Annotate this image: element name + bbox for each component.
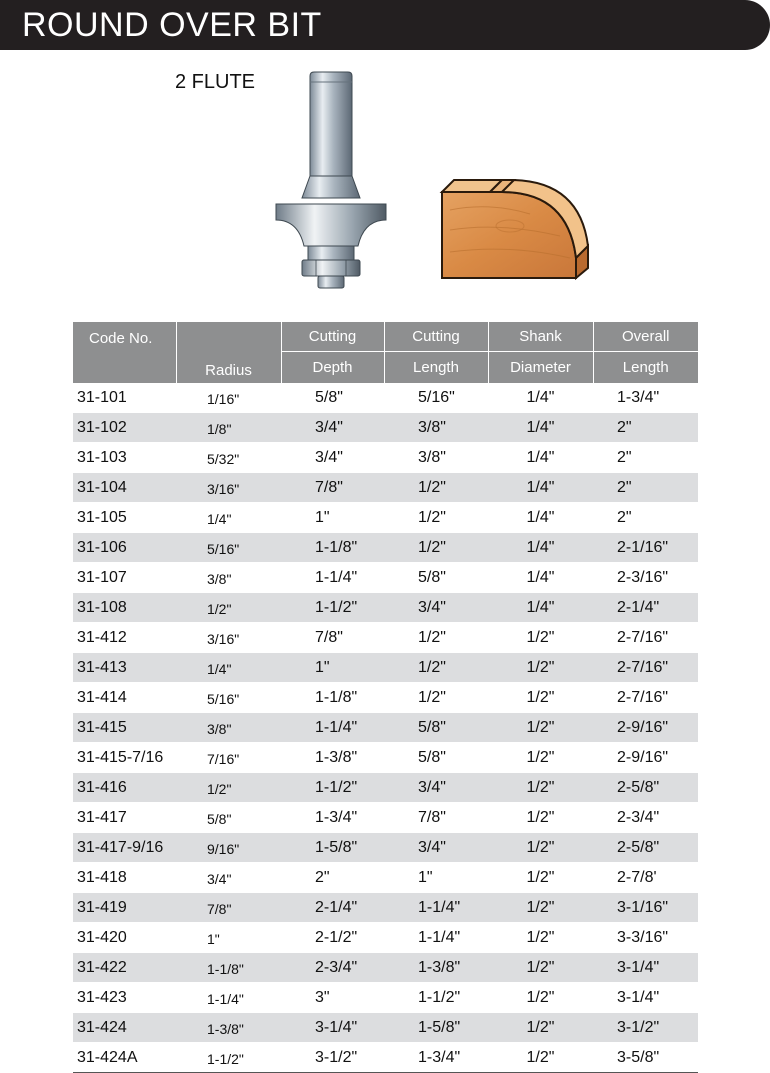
- shank-diameter-cell: 1/2": [488, 863, 593, 893]
- overall-length-cell: 2": [593, 413, 698, 443]
- radius-cell: 1/8": [176, 413, 281, 443]
- shank-diameter-cell: 1/2": [488, 713, 593, 743]
- header-cutting-length-2: Length: [384, 352, 488, 384]
- shank-diameter-cell: 1/2": [488, 653, 593, 683]
- cutting-depth-cell: 3/4": [281, 413, 384, 443]
- overall-length-cell: 2": [593, 443, 698, 473]
- radius-cell: 1-3/8": [176, 1013, 281, 1043]
- code-cell: 31-103: [73, 443, 176, 473]
- code-cell: 31-418: [73, 863, 176, 893]
- cutting-length-cell: 1/2": [384, 533, 488, 563]
- code-cell: 31-413: [73, 653, 176, 683]
- radius-cell: 1-1/8": [176, 953, 281, 983]
- cutting-length-cell: 3/8": [384, 443, 488, 473]
- cutting-depth-cell: 2": [281, 863, 384, 893]
- overall-length-cell: 2-3/16": [593, 563, 698, 593]
- cutting-length-cell: 7/8": [384, 803, 488, 833]
- table-row: [73, 833, 698, 863]
- cutting-length-cell: 1-1/2": [384, 983, 488, 1013]
- overall-length-cell: 2-9/16": [593, 743, 698, 773]
- code-cell: 31-415: [73, 713, 176, 743]
- shank-diameter-cell: 1/2": [488, 833, 593, 863]
- overall-length-cell: 2-5/8": [593, 773, 698, 803]
- overall-length-cell: 1-3/4": [593, 383, 698, 413]
- radius-cell: 3/16": [176, 623, 281, 653]
- cutting-length-cell: 5/8": [384, 563, 488, 593]
- cutting-depth-cell: 1-1/8": [281, 533, 384, 563]
- code-cell: 31-419: [73, 893, 176, 923]
- cutting-length-cell: 5/16": [384, 383, 488, 413]
- shank-diameter-cell: 1/2": [488, 923, 593, 953]
- shank-diameter-cell: 1/2": [488, 623, 593, 653]
- cutting-length-cell: 1/2": [384, 503, 488, 533]
- table-row: [73, 983, 698, 1013]
- radius-cell: 1/2": [176, 773, 281, 803]
- shank-diameter-cell: 1/4": [488, 383, 593, 413]
- header-cutting-depth-2: Depth: [281, 352, 384, 384]
- code-cell: 31-422: [73, 953, 176, 983]
- shank-diameter-cell: 1/4": [488, 593, 593, 623]
- cutting-depth-cell: 1-3/4": [281, 803, 384, 833]
- cutting-depth-cell: 3/4": [281, 443, 384, 473]
- table-row: [73, 503, 698, 533]
- overall-length-cell: 2-7/16": [593, 683, 698, 713]
- table-row: [73, 533, 698, 563]
- overall-length-cell: 2-1/4": [593, 593, 698, 623]
- code-cell: 31-107: [73, 563, 176, 593]
- spec-table: [73, 322, 698, 1073]
- radius-cell: 5/16": [176, 533, 281, 563]
- radius-cell: 1/2": [176, 593, 281, 623]
- radius-cell: 7/16": [176, 743, 281, 773]
- wood-profile-icon: [430, 170, 590, 290]
- table-row: [73, 773, 698, 803]
- code-cell: 31-105: [73, 503, 176, 533]
- cutting-length-cell: 3/8": [384, 413, 488, 443]
- cutting-depth-cell: 1-1/2": [281, 773, 384, 803]
- cutting-length-cell: 5/8": [384, 713, 488, 743]
- cutting-length-cell: 1/2": [384, 653, 488, 683]
- code-cell: 31-102: [73, 413, 176, 443]
- overall-length-cell: 3-3/16": [593, 923, 698, 953]
- code-cell: 31-424A: [73, 1043, 176, 1073]
- code-cell: 31-417: [73, 803, 176, 833]
- table-row: [73, 713, 698, 743]
- shank-diameter-cell: 1/2": [488, 743, 593, 773]
- shank-diameter-cell: 1/2": [488, 803, 593, 833]
- header-overall-2: Length: [593, 352, 698, 384]
- shank-diameter-cell: 1/2": [488, 953, 593, 983]
- shank-diameter-cell: 1/2": [488, 683, 593, 713]
- code-cell: 31-414: [73, 683, 176, 713]
- cutting-length-cell: 1": [384, 863, 488, 893]
- cutting-depth-cell: 1-5/8": [281, 833, 384, 863]
- overall-length-cell: 2": [593, 503, 698, 533]
- cutting-length-cell: 1-1/4": [384, 893, 488, 923]
- header-cutting-depth-1: Cutting: [281, 322, 384, 352]
- shank-diameter-cell: 1/2": [488, 1043, 593, 1073]
- code-cell: 31-416: [73, 773, 176, 803]
- code-cell: 31-420: [73, 923, 176, 953]
- cutting-depth-cell: 3-1/2": [281, 1043, 384, 1073]
- shank-diameter-cell: 1/2": [488, 773, 593, 803]
- overall-length-cell: 3-5/8": [593, 1043, 698, 1073]
- table-row: [73, 923, 698, 953]
- cutting-length-cell: 3/4": [384, 773, 488, 803]
- cutting-length-cell: 5/8": [384, 743, 488, 773]
- page-title: ROUND OVER BIT: [22, 6, 322, 44]
- table-row: [73, 1043, 698, 1073]
- shank-diameter-cell: 1/4": [488, 533, 593, 563]
- overall-length-cell: 2-3/4": [593, 803, 698, 833]
- shank-diameter-cell: 1/4": [488, 443, 593, 473]
- cutting-depth-cell: 2-1/2": [281, 923, 384, 953]
- cutting-depth-cell: 7/8": [281, 623, 384, 653]
- code-cell: 31-415-7/16: [73, 743, 176, 773]
- code-cell: 31-423: [73, 983, 176, 1013]
- overall-length-cell: 2-7/16": [593, 653, 698, 683]
- code-cell: 31-412: [73, 623, 176, 653]
- cutting-depth-cell: 1-3/8": [281, 743, 384, 773]
- overall-length-cell: 2-9/16": [593, 713, 698, 743]
- radius-cell: 1/4": [176, 503, 281, 533]
- table-row: [73, 473, 698, 503]
- cutting-length-cell: 1-1/4": [384, 923, 488, 953]
- cutting-length-cell: 3/4": [384, 593, 488, 623]
- radius-cell: 1/16": [176, 383, 281, 413]
- flute-label: 2 FLUTE: [175, 71, 256, 93]
- overall-length-cell: 2": [593, 473, 698, 503]
- cutting-depth-cell: 1-1/8": [281, 683, 384, 713]
- cutting-depth-cell: 1": [281, 503, 384, 533]
- header-shank-1: Shank: [488, 322, 593, 352]
- code-cell: 31-424: [73, 1013, 176, 1043]
- table-row: [73, 383, 698, 413]
- table-row: [73, 1013, 698, 1043]
- shank-diameter-cell: 1/2": [488, 893, 593, 923]
- overall-length-cell: 2-5/8": [593, 833, 698, 863]
- overall-length-cell: 3-1/2": [593, 1013, 698, 1043]
- radius-cell: 3/4": [176, 863, 281, 893]
- radius-cell: 5/32": [176, 443, 281, 473]
- overall-length-cell: 3-1/4": [593, 983, 698, 1013]
- cutting-depth-cell: 7/8": [281, 473, 384, 503]
- table-row: [73, 593, 698, 623]
- radius-cell: 1-1/2": [176, 1043, 281, 1073]
- radius-cell: 1-1/4": [176, 983, 281, 1013]
- shank-diameter-cell: 1/4": [488, 563, 593, 593]
- table-row: [73, 683, 698, 713]
- code-cell: 31-106: [73, 533, 176, 563]
- cutting-length-cell: 1/2": [384, 473, 488, 503]
- shank-diameter-cell: 1/4": [488, 473, 593, 503]
- header-radius: Radius: [176, 322, 281, 383]
- code-cell: 31-104: [73, 473, 176, 503]
- cutting-depth-cell: 1-1/4": [281, 563, 384, 593]
- table-row: [73, 863, 698, 893]
- header-cutting-length-1: Cutting: [384, 322, 488, 352]
- table-row: [73, 653, 698, 683]
- radius-cell: 3/8": [176, 713, 281, 743]
- header-shank-2: Diameter: [488, 352, 593, 384]
- shank-diameter-cell: 1/2": [488, 983, 593, 1013]
- shank-diameter-cell: 1/2": [488, 1013, 593, 1043]
- overall-length-cell: 3-1/16": [593, 893, 698, 923]
- table-row: [73, 893, 698, 923]
- cutting-length-cell: 1-5/8": [384, 1013, 488, 1043]
- code-cell: 31-101: [73, 383, 176, 413]
- radius-cell: 1": [176, 923, 281, 953]
- radius-cell: 1/4": [176, 653, 281, 683]
- radius-cell: 3/8": [176, 563, 281, 593]
- cutting-depth-cell: 2-3/4": [281, 953, 384, 983]
- cutting-depth-cell: 1-1/2": [281, 593, 384, 623]
- overall-length-cell: 2-7/8': [593, 863, 698, 893]
- table-row: [73, 803, 698, 833]
- table-row: [73, 563, 698, 593]
- cutting-length-cell: 1/2": [384, 683, 488, 713]
- cutting-length-cell: 3/4": [384, 833, 488, 863]
- shank-diameter-cell: 1/4": [488, 503, 593, 533]
- shank-diameter-cell: 1/4": [488, 413, 593, 443]
- radius-cell: 3/16": [176, 473, 281, 503]
- code-cell: 31-417-9/16: [73, 833, 176, 863]
- radius-cell: 7/8": [176, 893, 281, 923]
- cutting-length-cell: 1-3/4": [384, 1043, 488, 1073]
- table-row: [73, 443, 698, 473]
- header-code: Code No.: [73, 322, 176, 383]
- overall-length-cell: 3-1/4": [593, 953, 698, 983]
- cutting-depth-cell: 3-1/4": [281, 1013, 384, 1043]
- cutting-depth-cell: 1-1/4": [281, 713, 384, 743]
- cutting-depth-cell: 2-1/4": [281, 893, 384, 923]
- table-row: [73, 743, 698, 773]
- cutting-length-cell: 1-3/8": [384, 953, 488, 983]
- cutting-depth-cell: 1": [281, 653, 384, 683]
- spec-table-body: [73, 383, 698, 1073]
- radius-cell: 9/16": [176, 833, 281, 863]
- radius-cell: 5/16": [176, 683, 281, 713]
- overall-length-cell: 2-7/16": [593, 623, 698, 653]
- round-over-router-bit-icon: [268, 68, 388, 298]
- cutting-depth-cell: 3": [281, 983, 384, 1013]
- radius-cell: 5/8": [176, 803, 281, 833]
- table-row: [73, 623, 698, 653]
- code-cell: 31-108: [73, 593, 176, 623]
- cutting-depth-cell: 5/8": [281, 383, 384, 413]
- overall-length-cell: 2-1/16": [593, 533, 698, 563]
- table-row: [73, 953, 698, 983]
- title-bar: [0, 0, 770, 50]
- header-overall-1: Overall: [593, 322, 698, 352]
- table-row: [73, 413, 698, 443]
- cutting-length-cell: 1/2": [384, 623, 488, 653]
